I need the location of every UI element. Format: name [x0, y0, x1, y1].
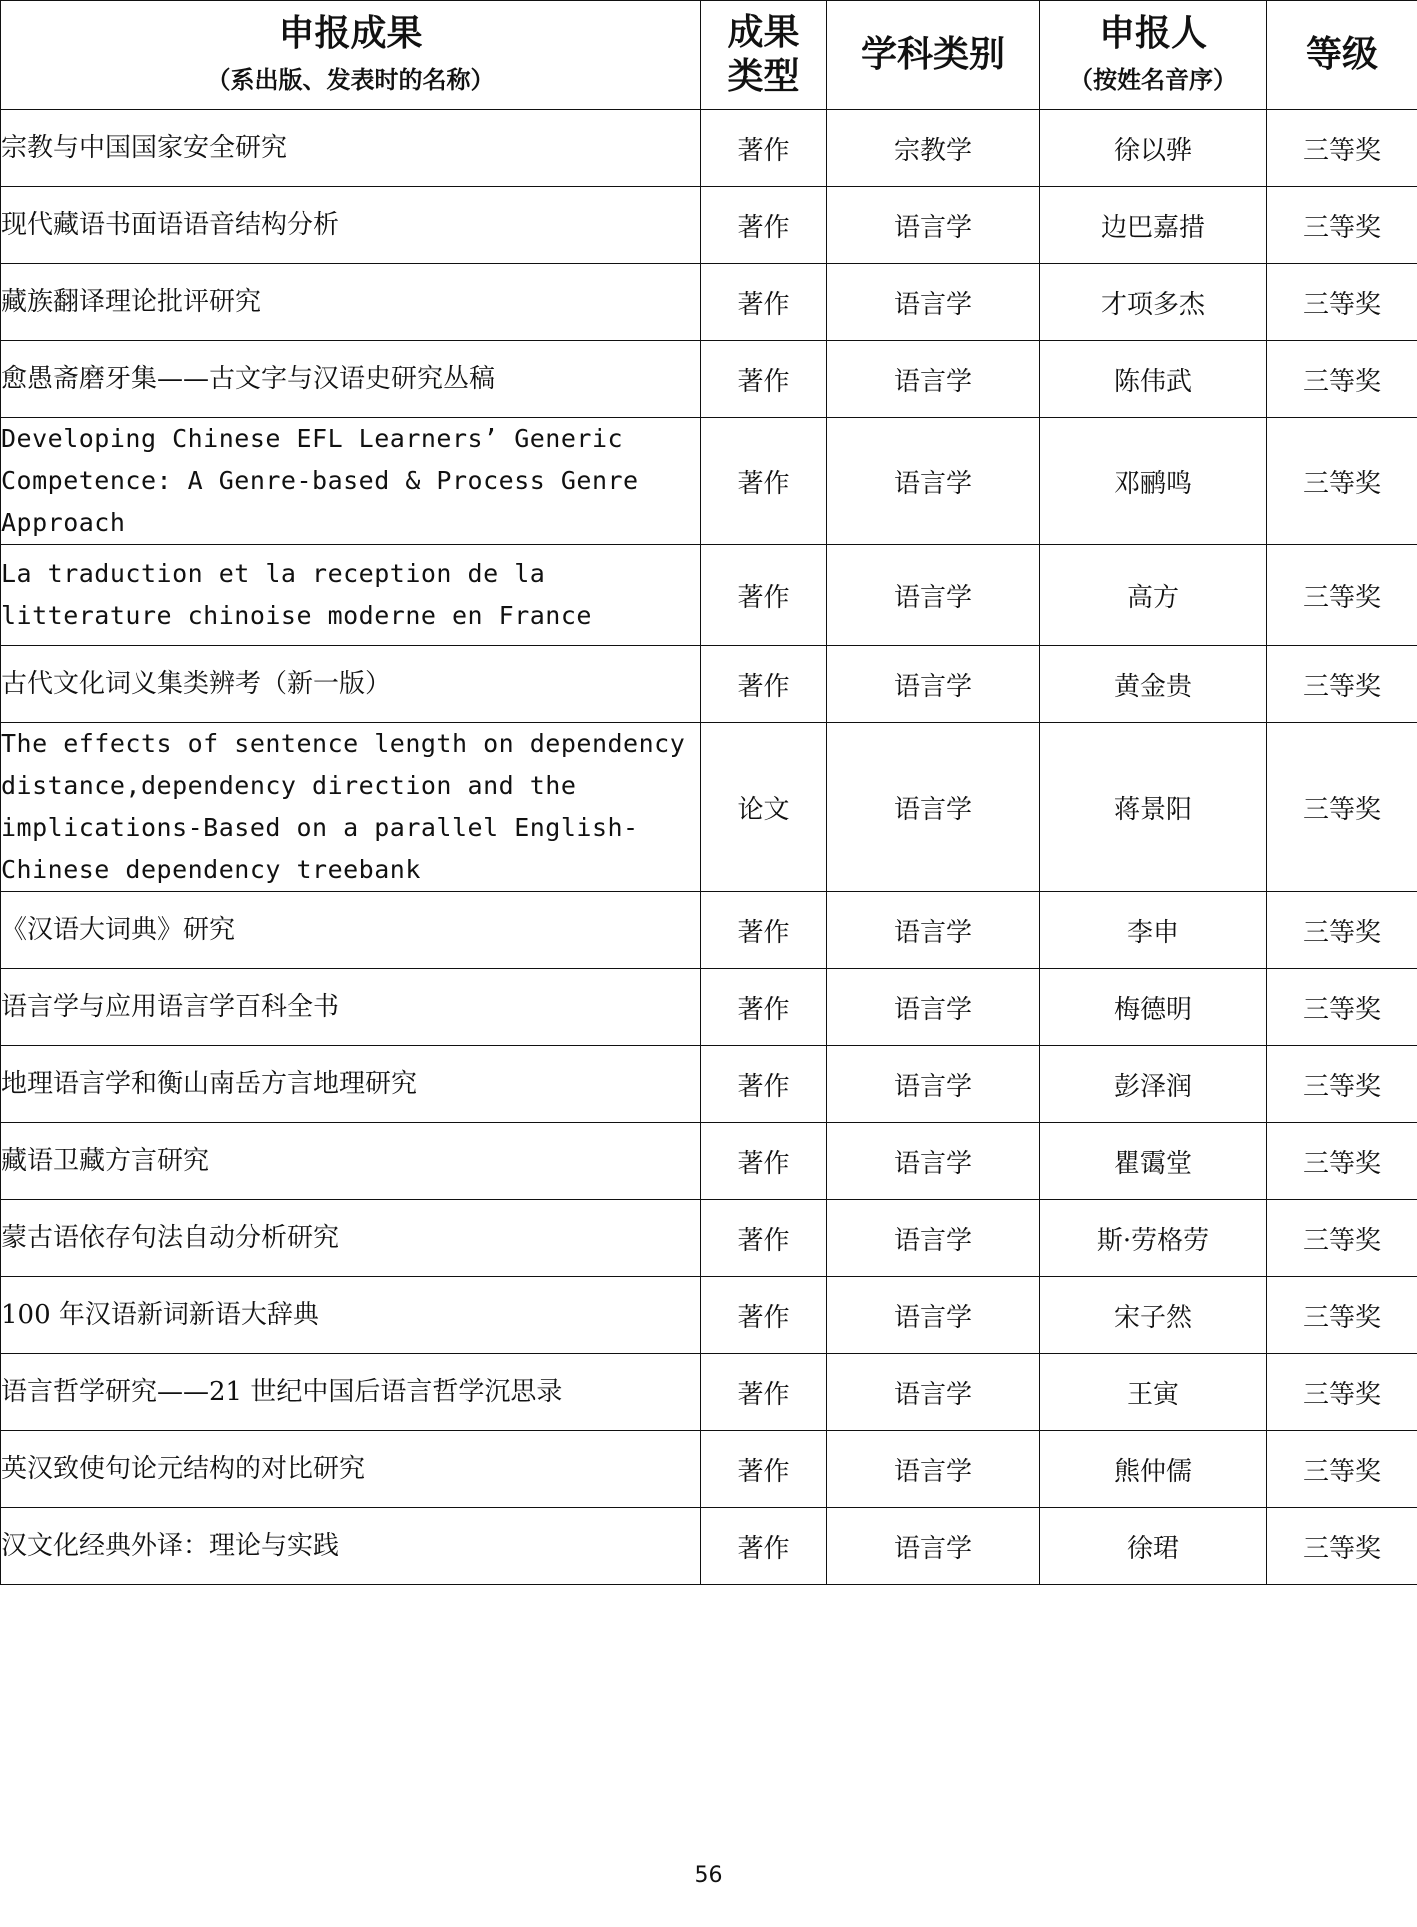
- applicant-cell: 陈伟武: [1040, 341, 1267, 418]
- table-row: [1, 264, 1417, 341]
- discipline-cell: 语言学: [827, 1508, 1040, 1585]
- applicant-cell: 徐以骅: [1040, 110, 1267, 187]
- table-row: [1, 1200, 1417, 1277]
- discipline-cell: 语言学: [827, 1277, 1040, 1354]
- title-cell: 语言哲学研究——21 世纪中国后语言哲学沉思录: [1, 1354, 701, 1431]
- discipline-cell: 语言学: [827, 1431, 1040, 1508]
- title-cell: 语言学与应用语言学百科全书: [1, 969, 701, 1046]
- grade-cell: 三等奖: [1267, 1200, 1417, 1277]
- type-cell: 著作: [701, 1277, 827, 1354]
- grade-cell: 三等奖: [1267, 110, 1417, 187]
- discipline-cell: 语言学: [827, 969, 1040, 1046]
- header-type: [701, 1, 827, 110]
- title-cell: 蒙古语依存句法自动分析研究: [1, 1200, 701, 1277]
- title-cell: 100 年汉语新词新语大辞典: [1, 1277, 701, 1354]
- title-cell: 英汉致使句论元结构的对比研究: [1, 1431, 701, 1508]
- header-grade: 等级: [1267, 1, 1417, 110]
- discipline-cell: 语言学: [827, 341, 1040, 418]
- table-row: [1, 969, 1417, 1046]
- table-row: [1, 1123, 1417, 1200]
- discipline-cell: 语言学: [827, 264, 1040, 341]
- type-cell: 著作: [701, 341, 827, 418]
- grade-cell: 三等奖: [1267, 264, 1417, 341]
- grade-cell: 三等奖: [1267, 1431, 1417, 1508]
- type-cell: 著作: [701, 264, 827, 341]
- type-cell: 著作: [701, 969, 827, 1046]
- grade-cell: 三等奖: [1267, 1354, 1417, 1431]
- header-title-sub: （系出版、发表时的名称）: [206, 66, 495, 94]
- applicant-cell: 熊仲儒: [1040, 1431, 1267, 1508]
- type-cell: 著作: [701, 187, 827, 264]
- grade-cell: 三等奖: [1267, 545, 1417, 646]
- discipline-cell: 语言学: [827, 418, 1040, 545]
- grade-cell: 三等奖: [1267, 892, 1417, 969]
- header-discipline: 学科类别: [827, 1, 1040, 110]
- table-row: [1, 418, 1417, 545]
- grade-cell: 三等奖: [1267, 969, 1417, 1046]
- discipline-cell: 语言学: [827, 723, 1040, 892]
- title-cell: 地理语言学和衡山南岳方言地理研究: [1, 1046, 701, 1123]
- table-row: [1, 1431, 1417, 1508]
- title-cell: 藏族翻译理论批评研究: [1, 264, 701, 341]
- table-row: [1, 892, 1417, 969]
- header-type-line1: 成果: [727, 12, 800, 53]
- header-applicant-main: 申报人: [1098, 13, 1207, 54]
- table-row: [1, 1046, 1417, 1123]
- discipline-cell: 语言学: [827, 646, 1040, 723]
- table-row: [1, 187, 1417, 264]
- header-title: [1, 1, 701, 110]
- applicant-cell: 瞿霭堂: [1040, 1123, 1267, 1200]
- table-row: [1, 1277, 1417, 1354]
- applicant-cell: 王寅: [1040, 1354, 1267, 1431]
- type-cell: 著作: [701, 1123, 827, 1200]
- type-cell: 著作: [701, 892, 827, 969]
- table-row: [1, 341, 1417, 418]
- title-cell: The effects of sentence length on dependency distance,dependency direction and the implications-Based on a parallel English-Chinese dependency treebank: [1, 723, 701, 892]
- grade-cell: 三等奖: [1267, 646, 1417, 723]
- type-cell: 著作: [701, 1354, 827, 1431]
- table-row: [1, 1354, 1417, 1431]
- table-row: [1, 110, 1417, 187]
- discipline-cell: 语言学: [827, 1123, 1040, 1200]
- discipline-cell: 语言学: [827, 1046, 1040, 1123]
- grade-cell: 三等奖: [1267, 1508, 1417, 1585]
- discipline-cell: 语言学: [827, 1200, 1040, 1277]
- type-cell: 著作: [701, 110, 827, 187]
- applicant-cell: 梅德明: [1040, 969, 1267, 1046]
- grade-cell: 三等奖: [1267, 1277, 1417, 1354]
- discipline-cell: 语言学: [827, 187, 1040, 264]
- table-row: [1, 545, 1417, 646]
- table-row: [1, 723, 1417, 892]
- type-cell: 著作: [701, 1431, 827, 1508]
- type-cell: 论文: [701, 723, 827, 892]
- applicant-cell: 黄金贵: [1040, 646, 1267, 723]
- grade-cell: 三等奖: [1267, 1046, 1417, 1123]
- applicant-cell: 蒋景阳: [1040, 723, 1267, 892]
- title-cell: 藏语卫藏方言研究: [1, 1123, 701, 1200]
- title-cell: 愈愚斋磨牙集——古文字与汉语史研究丛稿: [1, 341, 701, 418]
- discipline-cell: 语言学: [827, 1354, 1040, 1431]
- table-row: [1, 646, 1417, 723]
- applicant-cell: 边巴嘉措: [1040, 187, 1267, 264]
- header-applicant: [1040, 1, 1267, 110]
- applicant-cell: 李申: [1040, 892, 1267, 969]
- page-number: 56: [694, 1863, 723, 1888]
- title-cell: 现代藏语书面语语音结构分析: [1, 187, 701, 264]
- applicant-cell: 高方: [1040, 545, 1267, 646]
- type-cell: 著作: [701, 1200, 827, 1277]
- header-applicant-sub: （按姓名音序）: [1069, 66, 1237, 94]
- grade-cell: 三等奖: [1267, 1123, 1417, 1200]
- table-header-row: [1, 1, 1417, 110]
- title-cell: 宗教与中国国家安全研究: [1, 110, 701, 187]
- title-cell: Developing Chinese EFL Learners’ Generic Competence: A Genre-based & Process Genre Approach: [1, 418, 701, 545]
- type-cell: 著作: [701, 1508, 827, 1585]
- applicant-cell: 徐珺: [1040, 1508, 1267, 1585]
- title-cell: 《汉语大词典》研究: [1, 892, 701, 969]
- applicant-cell: 斯·劳格劳: [1040, 1200, 1267, 1277]
- title-cell: 古代文化词义集类辨考（新一版）: [1, 646, 701, 723]
- header-title-main: 申报成果: [278, 13, 423, 54]
- applicant-cell: 宋子然: [1040, 1277, 1267, 1354]
- type-cell: 著作: [701, 418, 827, 545]
- type-cell: 著作: [701, 646, 827, 723]
- header-type-line2: 类型: [727, 56, 800, 97]
- grade-cell: 三等奖: [1267, 723, 1417, 892]
- grade-cell: 三等奖: [1267, 341, 1417, 418]
- applicant-cell: 邓鹂鸣: [1040, 418, 1267, 545]
- type-cell: 著作: [701, 1046, 827, 1123]
- grade-cell: 三等奖: [1267, 187, 1417, 264]
- title-cell: La traduction et la reception de la litterature chinoise moderne en France: [1, 545, 701, 646]
- discipline-cell: 宗教学: [827, 110, 1040, 187]
- grade-cell: 三等奖: [1267, 418, 1417, 545]
- applicant-cell: 彭泽润: [1040, 1046, 1267, 1123]
- discipline-cell: 语言学: [827, 545, 1040, 646]
- table-row: [1, 1508, 1417, 1585]
- applicant-cell: 才项多杰: [1040, 264, 1267, 341]
- title-cell: 汉文化经典外译：理论与实践: [1, 1508, 701, 1585]
- discipline-cell: 语言学: [827, 892, 1040, 969]
- type-cell: 著作: [701, 545, 827, 646]
